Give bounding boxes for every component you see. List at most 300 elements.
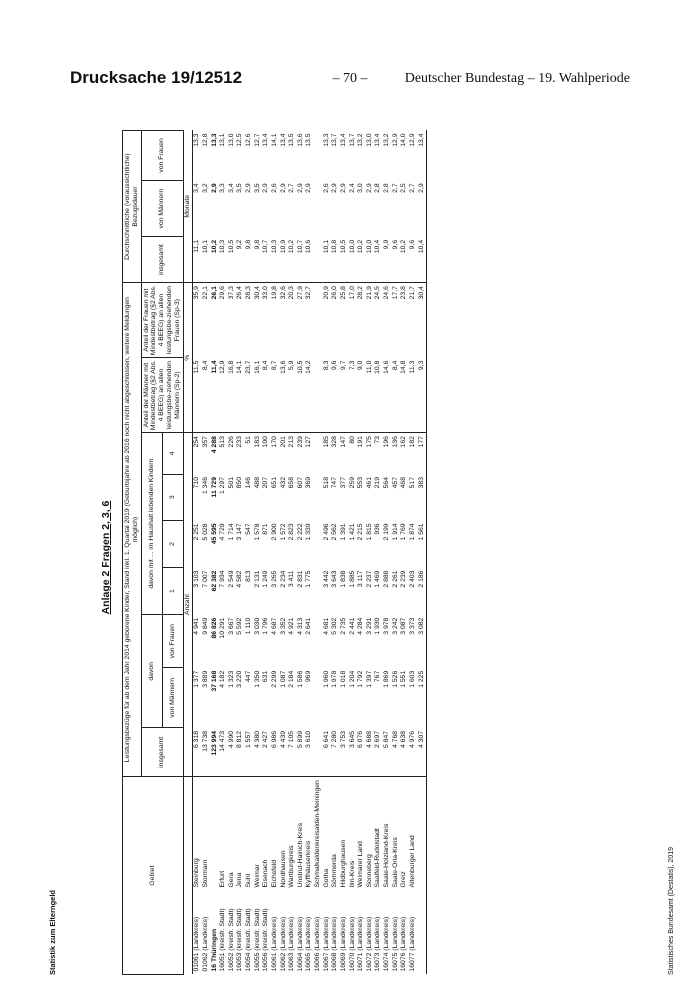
row-value: 7,3 — [349, 358, 358, 433]
row-name: Steinburg — [193, 858, 201, 888]
row-value: 3 373 — [408, 617, 416, 635]
table-row — [280, 131, 289, 975]
row-value: 447 — [245, 670, 253, 683]
row-value: 3 087 — [400, 617, 408, 635]
row-value: 13,7 — [331, 133, 339, 147]
row-name: Schmalkaldenkreisalden-Meiningen — [314, 780, 322, 888]
table-row — [323, 131, 332, 975]
row-value: 2 641 — [305, 617, 313, 635]
row-value: 7 007 — [201, 570, 209, 588]
row-value: 12,9 — [408, 133, 416, 147]
row-code: 16054 (kreisfr. Stadt) — [245, 908, 253, 972]
row-value: 23,7 — [245, 358, 254, 433]
row-code: 01061 (Landkreis) — [193, 916, 201, 972]
row-value: 4 681 — [322, 617, 330, 635]
col-k1: 1 — [162, 568, 183, 615]
row-code: 16062 (Landkreis) — [279, 916, 287, 972]
row-value: 3 442 — [322, 570, 330, 588]
col-k4: 4 — [162, 433, 183, 474]
row-name: Weimarer Land — [357, 841, 365, 888]
row-value: 1 874 — [408, 523, 416, 541]
row-value — [314, 728, 323, 777]
row-value: 2,4 — [348, 183, 356, 193]
row-value: 1 557 — [245, 728, 254, 777]
row-value: 10,8 — [374, 358, 383, 433]
row-value: 13,3 — [322, 133, 330, 147]
row-value: 1 421 — [348, 523, 356, 541]
row-value: 177 — [418, 433, 427, 474]
row-value: 11,5 — [193, 358, 202, 433]
row-value: 3,5 — [236, 183, 244, 193]
row-name: Gotha — [322, 868, 330, 888]
row-value: 2,9 — [339, 183, 347, 193]
row-value: 182 — [408, 436, 416, 448]
row-name: Jena — [236, 872, 244, 888]
row-value: 10,7 — [297, 237, 306, 283]
row-value: 2,9 — [418, 180, 427, 237]
row-code: 16077 (Landkreis) — [408, 916, 416, 972]
row-value: 3,3 — [219, 183, 227, 193]
row-value: 9 849 — [201, 617, 209, 635]
row-value: 1 551 — [400, 670, 408, 688]
row-value: 461 — [365, 477, 373, 489]
row-value: 239 — [296, 436, 304, 448]
row-value: 11,4 — [211, 358, 220, 433]
row-value: 4 687 — [270, 617, 278, 635]
row-name: Nordhausen — [279, 850, 287, 888]
row-code: 16065 (Landkreis) — [305, 916, 313, 972]
row-value: 3 103 — [193, 570, 201, 588]
row-code: 16 Thüringen — [210, 928, 218, 972]
row-value: 23,8 — [400, 286, 408, 300]
row-value: 14,2 — [305, 358, 314, 433]
row-value: 2 299 — [270, 670, 278, 688]
row-value: 127 — [305, 436, 313, 448]
row-value: 3 220 — [236, 670, 244, 688]
row-value: 100 — [262, 436, 270, 448]
row-value: 2 184 — [288, 670, 296, 688]
row-value: 2,9 — [296, 183, 304, 193]
row-value: 1 469 — [374, 570, 382, 588]
row-value: 226 — [227, 436, 235, 448]
row-code: 16069 (Landkreis) — [339, 916, 347, 972]
row-value: 11,1 — [193, 237, 202, 283]
row-value: 2 237 — [365, 570, 373, 588]
row-value: 10,2 — [400, 237, 409, 283]
row-value: 5 592 — [236, 617, 244, 635]
row-value: 13,4 — [339, 133, 347, 147]
row-value: 969 — [305, 670, 313, 683]
row-value: 30,4 — [253, 286, 261, 300]
row-value: 3 643 — [331, 570, 339, 588]
row-value: 4 313 — [296, 617, 304, 635]
table-row — [357, 131, 366, 975]
row-value: 4 729 — [219, 523, 227, 541]
table-row — [236, 131, 245, 975]
row-code: 16074 (Landkreis) — [383, 916, 391, 972]
page-number: – 70 – — [332, 71, 368, 86]
row-value: 631 — [262, 670, 270, 683]
row-name: Eichsfeld — [270, 859, 278, 888]
row-value: 3 667 — [227, 617, 235, 635]
row-value: 2,8 — [383, 183, 391, 193]
row-code: 16051 (kreisfr. Stadt) — [219, 908, 227, 972]
row-value: 2,9 — [245, 183, 253, 193]
row-name: Sonneberg — [365, 854, 373, 888]
row-value: 22,1 — [201, 286, 209, 300]
col-gebiet: Gebiet — [123, 777, 184, 975]
row-name: Kyffhäuserkreis — [305, 840, 313, 888]
row-value: 607 — [296, 477, 304, 489]
row-value: 2,6 — [322, 183, 330, 193]
table-row — [314, 131, 323, 975]
row-value: 5 302 — [331, 617, 339, 635]
row-value: 3 889 — [201, 670, 209, 688]
row-value: 4 941 — [193, 617, 201, 635]
row-value: 196 — [383, 436, 391, 448]
row-value — [314, 474, 323, 520]
table-row — [193, 131, 202, 975]
row-name: Suhl — [245, 873, 253, 888]
row-value: 377 — [339, 477, 347, 489]
row-code — [418, 891, 427, 975]
row-value: 3,2 — [201, 183, 209, 193]
row-value: 14,6 — [383, 358, 392, 433]
row-value: 2 403 — [408, 570, 416, 588]
row-value: 14,1 — [236, 358, 245, 433]
row-value: 14 473 — [219, 728, 228, 777]
row-value: 5 899 — [297, 728, 306, 777]
row-value: 123 994 — [211, 728, 220, 777]
rotated-content — [48, 130, 673, 985]
row-value: 10 291 — [219, 617, 227, 639]
row-value: 1 204 — [348, 670, 356, 688]
row-value: 4 439 — [280, 728, 289, 777]
row-value: 1 297 — [219, 477, 227, 495]
row-value: 12,9 — [219, 358, 228, 433]
row-value: 26,1 — [210, 286, 218, 300]
row-value: 13,1 — [219, 133, 227, 147]
row-value: 10,2 — [288, 237, 297, 283]
row-value: 328 — [331, 436, 339, 448]
row-value: 80 — [348, 436, 356, 444]
row-value: 1 346 — [201, 477, 209, 495]
row-code: 16070 (Landkreis) — [348, 916, 356, 972]
row-code: 16068 (Landkreis) — [331, 916, 339, 972]
row-value: 4 638 — [400, 728, 409, 777]
row-value: 518 — [322, 477, 330, 489]
row-value: 468 — [400, 477, 408, 489]
table-row — [211, 131, 220, 975]
table-row — [409, 131, 418, 975]
row-value: 1 586 — [296, 670, 304, 688]
row-value: 9,9 — [383, 237, 392, 283]
row-value: 170 — [270, 436, 278, 448]
row-value: 3 610 — [305, 728, 314, 777]
row-value: 6 641 — [323, 728, 332, 777]
row-value: 1 885 — [348, 570, 356, 588]
row-value: 1 775 — [305, 570, 313, 588]
row-value: 213 — [288, 436, 296, 448]
row-value: 488 — [253, 477, 261, 489]
row-code: 16075 (Landkreis) — [391, 916, 399, 972]
row-value: 2,7 — [391, 183, 399, 193]
row-value: 146 — [245, 477, 253, 489]
row-code: 16063 (Landkreis) — [288, 916, 296, 972]
row-value: 9,8 — [254, 237, 263, 283]
col-leistung: Leistungsbezüge für ab dem Jahr 2014 geborene Kinder, Stand inkl. 1. Quartal 2019 (Geburtsjahre ab 2016 noch nicht abgeschlossen, weitere Meldungen möglich) — [123, 283, 142, 777]
row-value: 3 411 — [288, 570, 296, 588]
row-value: 14,8 — [400, 358, 409, 433]
row-name: Stormarn — [201, 859, 209, 888]
row-value: 3 265 — [270, 570, 278, 588]
row-value: 6 986 — [271, 728, 280, 777]
table-row — [262, 131, 271, 975]
row-value: 2 735 — [339, 617, 347, 635]
row-value: 13,6 — [280, 358, 289, 433]
appendix-title: Anlage 2 Fragen 2, 3, 6 — [100, 500, 112, 615]
row-value: 12,5 — [236, 133, 244, 147]
source-note: Statistisches Bundesamt (Destatis), 2019 — [668, 846, 675, 975]
unit-pct: % — [183, 283, 193, 433]
row-value: 13,0 — [365, 133, 373, 147]
row-value: 3,5 — [253, 183, 261, 193]
row-value: 2,7 — [288, 183, 296, 193]
row-code: 16071 (Landkreis) — [357, 916, 365, 972]
row-value — [314, 358, 323, 433]
row-value: 24,5 — [374, 286, 382, 300]
row-value: 8,4 — [262, 358, 271, 433]
row-value: 5,9 — [288, 358, 297, 433]
row-value: 3,0 — [357, 183, 365, 193]
table-row — [219, 131, 228, 975]
row-value: 2 234 — [279, 570, 287, 588]
row-value: 4 182 — [219, 670, 227, 688]
row-name: Eisenach — [262, 859, 270, 888]
row-value: 10,2 — [357, 237, 366, 283]
col-anteil-f: Anteil der Frauen mit Mindestbetrag (§2 Abs. 4 BEEG) an allen leistungsbe-ziehenden Frauen (Sp-3) — [141, 283, 183, 358]
row-value — [314, 180, 323, 237]
row-code: 16056 (kreisfr. Stadt) — [262, 908, 270, 972]
row-value: 1 377 — [193, 670, 201, 688]
row-value: 62 382 — [210, 570, 218, 592]
row-value: 2 199 — [383, 523, 391, 541]
row-name: Saale-Holzland-Kreis — [383, 823, 391, 888]
row-value: 207 — [262, 477, 270, 489]
row-value: 2,9 — [365, 183, 373, 193]
row-value: 1 769 — [400, 523, 408, 541]
row-value: 4 688 — [366, 728, 375, 777]
row-value: 10,2 — [211, 237, 220, 283]
row-value: 1 526 — [391, 670, 399, 688]
table-row — [349, 131, 358, 975]
row-value: 5 028 — [201, 523, 209, 541]
row-value: 254 — [193, 436, 201, 448]
row-value: 4 976 — [409, 728, 418, 777]
row-value: 651 — [270, 477, 278, 489]
row-name: Unstrut-Hainich-Kreis — [296, 822, 304, 888]
row-value: 1 397 — [365, 670, 373, 688]
row-value: 501 — [227, 477, 235, 489]
table-row — [374, 131, 383, 975]
row-value: 26,0 — [331, 286, 339, 300]
unit-monate: Monate — [183, 131, 193, 283]
row-value: 1 914 — [391, 523, 399, 541]
row-value: 1 815 — [365, 523, 373, 541]
row-value: 10,0 — [366, 237, 375, 283]
row-value: 19,8 — [270, 286, 278, 300]
row-value: 3 753 — [340, 728, 349, 777]
row-code: 16064 (Landkreis) — [296, 916, 304, 972]
row-value: 21,9 — [365, 286, 373, 300]
row-code: 01062 (Landkreis) — [201, 916, 209, 972]
row-name: Ilm-Kreis — [348, 860, 356, 888]
unit-row — [183, 131, 193, 975]
row-value: 21,7 — [408, 286, 416, 300]
row-value: 86 826 — [210, 617, 218, 639]
table-row — [245, 131, 254, 975]
row-value: 2 831 — [296, 570, 304, 588]
row-value: 1 869 — [383, 670, 391, 688]
row-value: 2 562 — [331, 523, 339, 541]
row-value: 767 — [374, 670, 382, 683]
row-value: 3 291 — [365, 617, 373, 635]
row-name: Weimar — [253, 864, 261, 888]
table-row — [202, 131, 211, 975]
row-value: 13,4 — [374, 133, 382, 147]
row-name: Altenburger Land — [408, 835, 416, 888]
row-value: 2,6 — [270, 183, 278, 193]
row-value: 8,4 — [392, 358, 401, 433]
row-value: 28,2 — [357, 286, 365, 300]
row-value: 1 339 — [305, 523, 313, 541]
row-value: 1 714 — [227, 523, 235, 541]
row-value: 2 222 — [296, 523, 304, 541]
row-name — [211, 777, 220, 891]
row-value: 2 186 — [418, 568, 427, 615]
row-value: 17,0 — [348, 286, 356, 300]
row-value: 2,9 — [305, 183, 313, 193]
table-row — [383, 131, 392, 975]
row-value: 2 697 — [374, 728, 383, 777]
row-value — [314, 568, 323, 615]
row-code: 16066 (Landkreis) — [314, 916, 322, 972]
row-name — [418, 777, 427, 891]
row-value: 4 380 — [254, 728, 263, 777]
row-value: 147 — [339, 436, 347, 448]
page-header — [70, 68, 630, 90]
row-value: 3 147 — [236, 523, 244, 541]
table-row — [271, 131, 280, 975]
table-row — [400, 131, 409, 975]
row-value: 1 561 — [418, 520, 427, 567]
row-value: 233 — [236, 436, 244, 448]
row-value: 1 930 — [374, 617, 382, 635]
row-value: 13,4 — [279, 133, 287, 147]
row-value: 1 578 — [253, 523, 261, 541]
row-value: 2 261 — [391, 570, 399, 588]
row-value: 12,6 — [245, 133, 253, 147]
table-row — [228, 131, 237, 975]
row-value: 10,0 — [349, 237, 358, 283]
row-value — [314, 615, 323, 668]
unit-anzahl: Anzahl — [183, 433, 193, 777]
row-value: 2 251 — [193, 523, 201, 541]
row-value: 1 572 — [279, 523, 287, 541]
row-value: 32,7 — [305, 286, 313, 300]
col-davon-mit: davon mit ... im Haushalt lebenden Kindern — [141, 433, 162, 615]
row-value: 4 582 — [236, 570, 244, 588]
row-value: 1 350 — [253, 670, 261, 688]
row-value: 20,3 — [288, 286, 296, 300]
row-value: 2,8 — [374, 183, 382, 193]
row-code: 16073 (Landkreis) — [374, 916, 382, 972]
row-value: 4 288 — [210, 436, 218, 454]
col-d-ins: insgesamt — [141, 237, 183, 283]
row-value: 813 — [245, 570, 253, 582]
col-k2: 2 — [162, 520, 183, 567]
row-value: 10,3 — [271, 237, 280, 283]
row-value — [314, 283, 323, 358]
row-value: 4 307 — [418, 728, 427, 777]
row-value: 1 249 — [262, 570, 270, 588]
row-value: 6 318 — [193, 728, 202, 777]
row-value: 2 441 — [348, 617, 356, 635]
row-value: 33,0 — [262, 286, 270, 300]
row-value: 10,8 — [331, 237, 340, 283]
row-value: 7 105 — [288, 728, 297, 777]
table-row — [392, 131, 401, 975]
row-value: 259 — [348, 477, 356, 489]
row-value: 9,6 — [331, 358, 340, 433]
row-value: 1 792 — [357, 670, 365, 688]
row-value: 13,0 — [227, 133, 235, 147]
row-value: 24,6 — [383, 286, 391, 300]
row-name: Hildburghausen — [339, 839, 347, 888]
row-value: 5 847 — [383, 728, 392, 777]
row-value: 10,5 — [340, 237, 349, 283]
row-code: 16052 (kreisfr. Stadt) — [227, 908, 235, 972]
row-value: 2 215 — [357, 523, 365, 541]
row-value: 175 — [365, 436, 373, 448]
row-value: 13,4 — [262, 133, 270, 147]
row-value: 201 — [279, 436, 287, 448]
col-frauen: von Frauen — [162, 615, 183, 668]
row-value: 1 838 — [339, 570, 347, 588]
row-value: 547 — [245, 523, 253, 535]
row-value: 136 — [391, 436, 399, 448]
row-value — [314, 131, 323, 181]
table-row — [418, 131, 427, 975]
row-value: 3,4 — [193, 183, 201, 193]
row-value: 1 018 — [339, 670, 347, 688]
row-value: 30,4 — [418, 283, 427, 358]
row-value: 51 — [245, 436, 253, 444]
row-value: 12,9 — [391, 133, 399, 147]
col-davon: davon — [141, 615, 162, 728]
row-value: 564 — [383, 477, 391, 489]
row-value: 7 934 — [219, 570, 227, 588]
row-value: 185 — [322, 436, 330, 448]
row-value: 27,9 — [296, 286, 304, 300]
row-value: 4 284 — [357, 617, 365, 635]
row-value: 1 978 — [331, 670, 339, 688]
row-code: 16055 (kreisfr. Stadt) — [253, 908, 261, 972]
row-value: 9,7 — [340, 358, 349, 433]
row-value: 3 978 — [383, 617, 391, 635]
row-value: 457 — [391, 477, 399, 489]
section-title: Statistik zum Elterngeld — [48, 889, 57, 975]
